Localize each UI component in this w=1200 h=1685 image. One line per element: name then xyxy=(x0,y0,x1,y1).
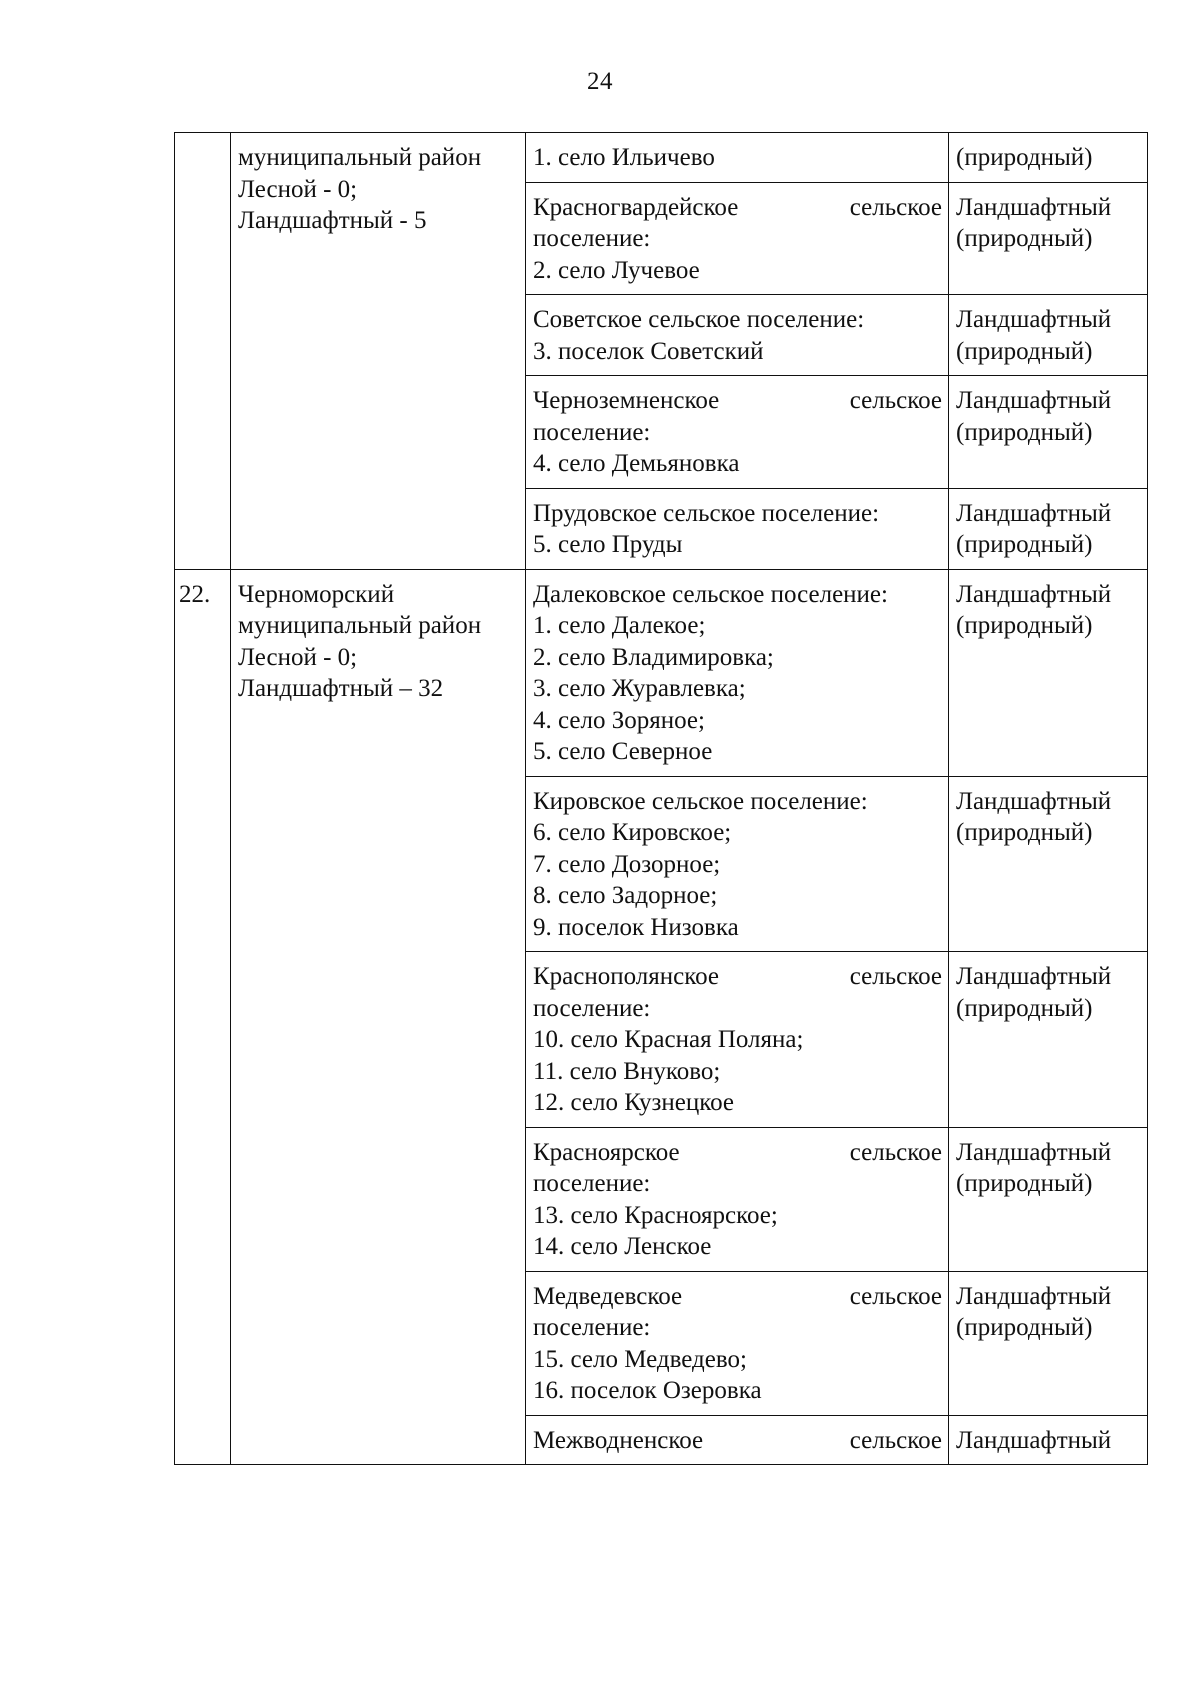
settlement-heading xyxy=(533,1281,942,1313)
settlement-cell xyxy=(526,295,949,376)
locality-item: 5. село Северное xyxy=(533,738,713,765)
district-line: муниципальный район xyxy=(238,144,482,171)
zone-type-line: (природный) xyxy=(956,1314,1093,1341)
zone-type-line: Ландшафтный xyxy=(956,1426,1112,1454)
locality-item: 7. село Дозорное; xyxy=(533,850,721,878)
locality-item: 5. село Пруды xyxy=(533,531,683,558)
zone-type-line: Ландшафтный xyxy=(956,387,1112,414)
settlement-heading xyxy=(533,1425,942,1457)
locality-item: 10. село Красная Поляна; xyxy=(533,1026,804,1053)
settlement-cell xyxy=(526,376,949,489)
district-line: Лесной - 0; xyxy=(238,175,358,203)
zone-type-cell xyxy=(949,1415,1148,1465)
settlement-cell xyxy=(526,133,949,183)
zone-type-line: (природный) xyxy=(956,612,1093,639)
locality-item: 14. село Ленское xyxy=(533,1233,712,1260)
settlement-heading-word: Межводненское xyxy=(533,1426,704,1454)
settlement-cell xyxy=(526,182,949,295)
settlement-cell xyxy=(526,776,949,952)
settlement-cell xyxy=(526,952,949,1128)
settlement-heading: Прудовское сельское поселение: xyxy=(533,499,880,527)
settlement-cell xyxy=(526,488,949,569)
zone-type-line: Ландшафтный xyxy=(956,1138,1112,1166)
district-line: Ландшафтный - 5 xyxy=(238,207,427,234)
locality-item: 13. село Красноярское; xyxy=(533,1201,778,1229)
district-line: Лесной - 0; xyxy=(238,643,358,671)
settlement-heading xyxy=(533,192,942,224)
zone-type-line: (природный) xyxy=(956,144,1093,171)
locality-item: 2. село Владимировка; xyxy=(533,643,774,671)
settlement-heading: Далековское сельское поселение: xyxy=(533,580,888,608)
zone-type-line: Ландшафтный xyxy=(956,499,1112,527)
zone-type-cell xyxy=(949,295,1148,376)
zone-type-cell xyxy=(949,133,1148,183)
settlement-cell xyxy=(526,569,949,776)
settlement-heading-word: Краснополянское xyxy=(533,963,720,990)
settlement-heading-word: сельское xyxy=(849,963,942,990)
settlement-heading: Советское сельское поселение: xyxy=(533,306,865,333)
locality-item: 4. село Демьяновка xyxy=(533,450,740,477)
settlement-heading-word: сельское xyxy=(849,193,942,221)
settlement-heading-word: сельское xyxy=(849,1426,942,1454)
settlement-cell xyxy=(526,1271,949,1415)
district-line: муниципальный район xyxy=(238,612,482,639)
district-line: Черноморский xyxy=(238,580,395,608)
zone-type-line: (природный) xyxy=(956,994,1093,1022)
zone-type-line: (природный) xyxy=(956,531,1093,558)
locality-item: 2. село Лучевое xyxy=(533,256,700,284)
locality-item: 12. село Кузнецкое xyxy=(533,1089,735,1116)
table-row xyxy=(175,569,1148,776)
zone-type-cell xyxy=(949,952,1148,1128)
zone-type-line: Ландшафтный xyxy=(956,193,1112,221)
page-number: 24 xyxy=(587,68,613,95)
zone-type-line: Ландшафтный xyxy=(956,787,1112,815)
settlement-heading-word: Медведевское xyxy=(533,1282,683,1310)
locality-item: 3. село Журавлевка; xyxy=(533,675,746,702)
district-cell xyxy=(231,133,526,570)
zone-type-cell xyxy=(949,182,1148,295)
zone-type-cell xyxy=(949,1127,1148,1271)
zone-type-line: (природный) xyxy=(956,337,1093,365)
locality-item: 8. село Задорное; xyxy=(533,882,718,909)
settlement-heading-word: Красноярское xyxy=(533,1138,680,1166)
zone-type-cell xyxy=(949,488,1148,569)
zone-type-cell xyxy=(949,376,1148,489)
zone-type-line: (природный) xyxy=(956,225,1093,252)
settlement-heading-word: сельское xyxy=(849,1138,942,1166)
zone-type-line: Ландшафтный xyxy=(956,580,1112,608)
zone-type-cell xyxy=(949,776,1148,952)
zone-type-cell xyxy=(949,569,1148,776)
zone-type-line: (природный) xyxy=(956,819,1093,846)
settlements-table xyxy=(174,132,1148,1465)
locality-item: 3. поселок Советский xyxy=(533,337,764,365)
settlement-heading xyxy=(533,1137,942,1169)
settlement-heading-word: Красногвардейское xyxy=(533,193,739,221)
zone-type-line: (природный) xyxy=(956,1170,1093,1197)
settlement-heading: поселение: xyxy=(533,225,651,252)
zone-type-cell xyxy=(949,1271,1148,1415)
locality-item: 11. село Внуково; xyxy=(533,1057,721,1085)
settlement-heading xyxy=(533,385,942,417)
locality-item: 15. село Медведево; xyxy=(533,1345,747,1373)
locality-item: 1. село Далекое; xyxy=(533,612,706,639)
locality-item: 4. село Зоряное; xyxy=(533,706,705,734)
settlement-cell xyxy=(526,1415,949,1465)
table-row xyxy=(175,133,1148,183)
zone-type-line: (природный) xyxy=(956,418,1093,446)
row-number: 22. xyxy=(179,580,211,608)
locality-item: 9. поселок Низовка xyxy=(533,913,739,941)
locality-item: 16. поселок Озеровка xyxy=(533,1377,762,1404)
settlement-heading: поселение: xyxy=(533,1170,651,1197)
row-number-cell xyxy=(175,569,231,1465)
settlement-heading-word: сельское xyxy=(849,1282,942,1310)
zone-type-line: Ландшафтный xyxy=(956,963,1112,990)
row-number-cell xyxy=(175,133,231,570)
settlement-heading: поселение: xyxy=(533,994,651,1022)
locality-item: 6. село Кировское; xyxy=(533,819,732,846)
settlement-heading-word: сельское xyxy=(849,387,942,414)
locality-item: 1. село Ильичево xyxy=(533,144,715,171)
district-cell xyxy=(231,569,526,1465)
settlement-heading xyxy=(533,961,942,993)
settlement-heading: поселение: xyxy=(533,1314,651,1341)
settlement-heading: Кировское сельское поселение: xyxy=(533,787,868,815)
settlement-heading: поселение: xyxy=(533,418,651,446)
settlement-cell xyxy=(526,1127,949,1271)
zone-type-line: Ландшафтный xyxy=(956,1282,1112,1310)
settlement-heading-word: Черноземненское xyxy=(533,387,720,414)
district-line: Ландшафтный – 32 xyxy=(238,675,444,702)
zone-type-line: Ландшафтный xyxy=(956,306,1112,333)
